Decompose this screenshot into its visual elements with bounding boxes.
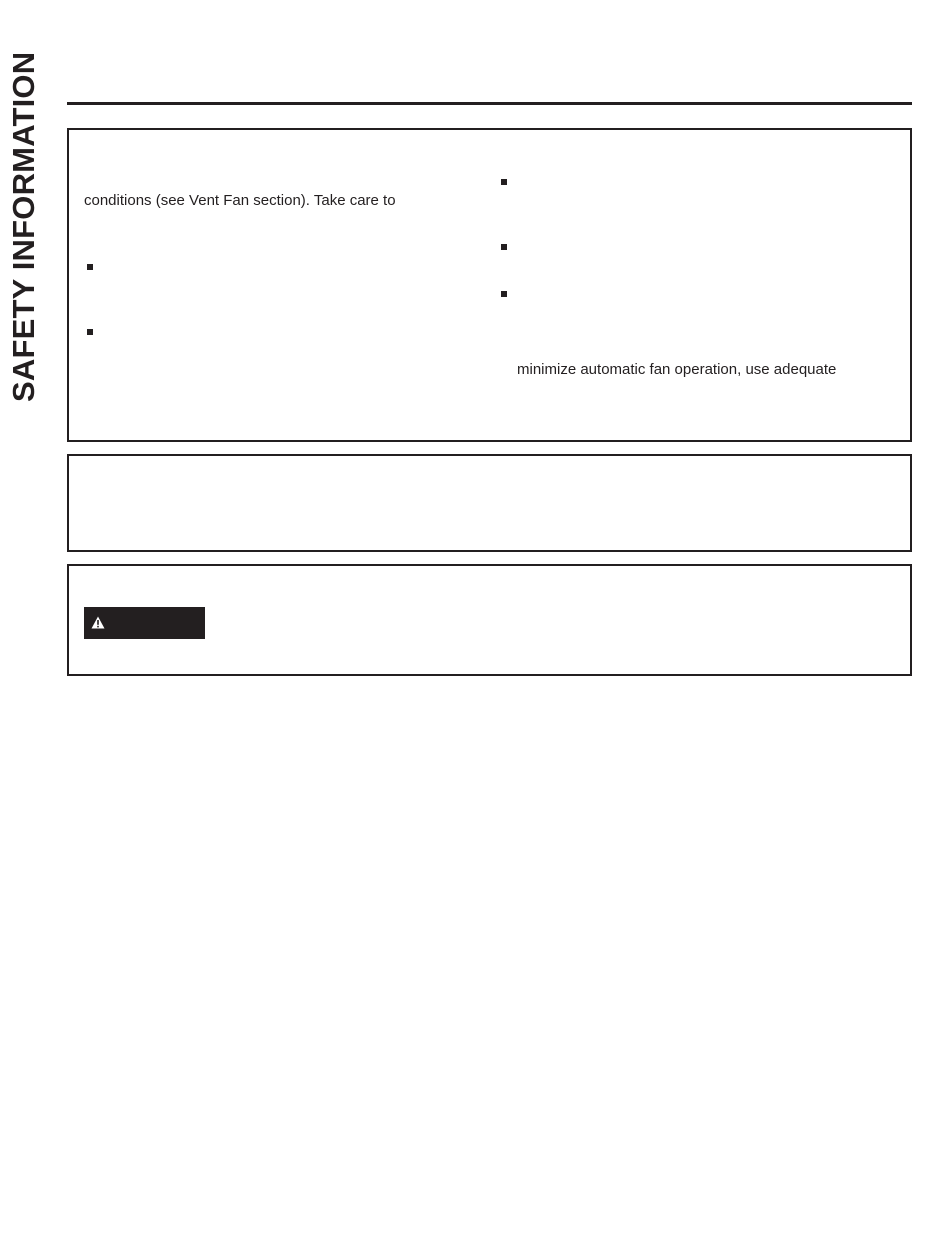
warning-label [84, 607, 205, 639]
warning-triangle-icon [91, 616, 105, 629]
header-rule [67, 102, 912, 105]
bullet-icon [501, 291, 507, 297]
bullet-icon [501, 179, 507, 185]
bullet-icon [501, 244, 507, 250]
left-column-text: conditions (see Vent Fan section). Take care to [84, 192, 396, 209]
section-side-title: SAFETY INFORMATION [6, 51, 41, 402]
bullet-icon [87, 264, 93, 270]
right-column-text: minimize automatic fan operation, use adequate [517, 361, 837, 378]
bullet-icon [87, 329, 93, 335]
safety-box-1 [67, 128, 912, 442]
safety-box-2 [67, 454, 912, 552]
safety-box-3 [67, 564, 912, 676]
